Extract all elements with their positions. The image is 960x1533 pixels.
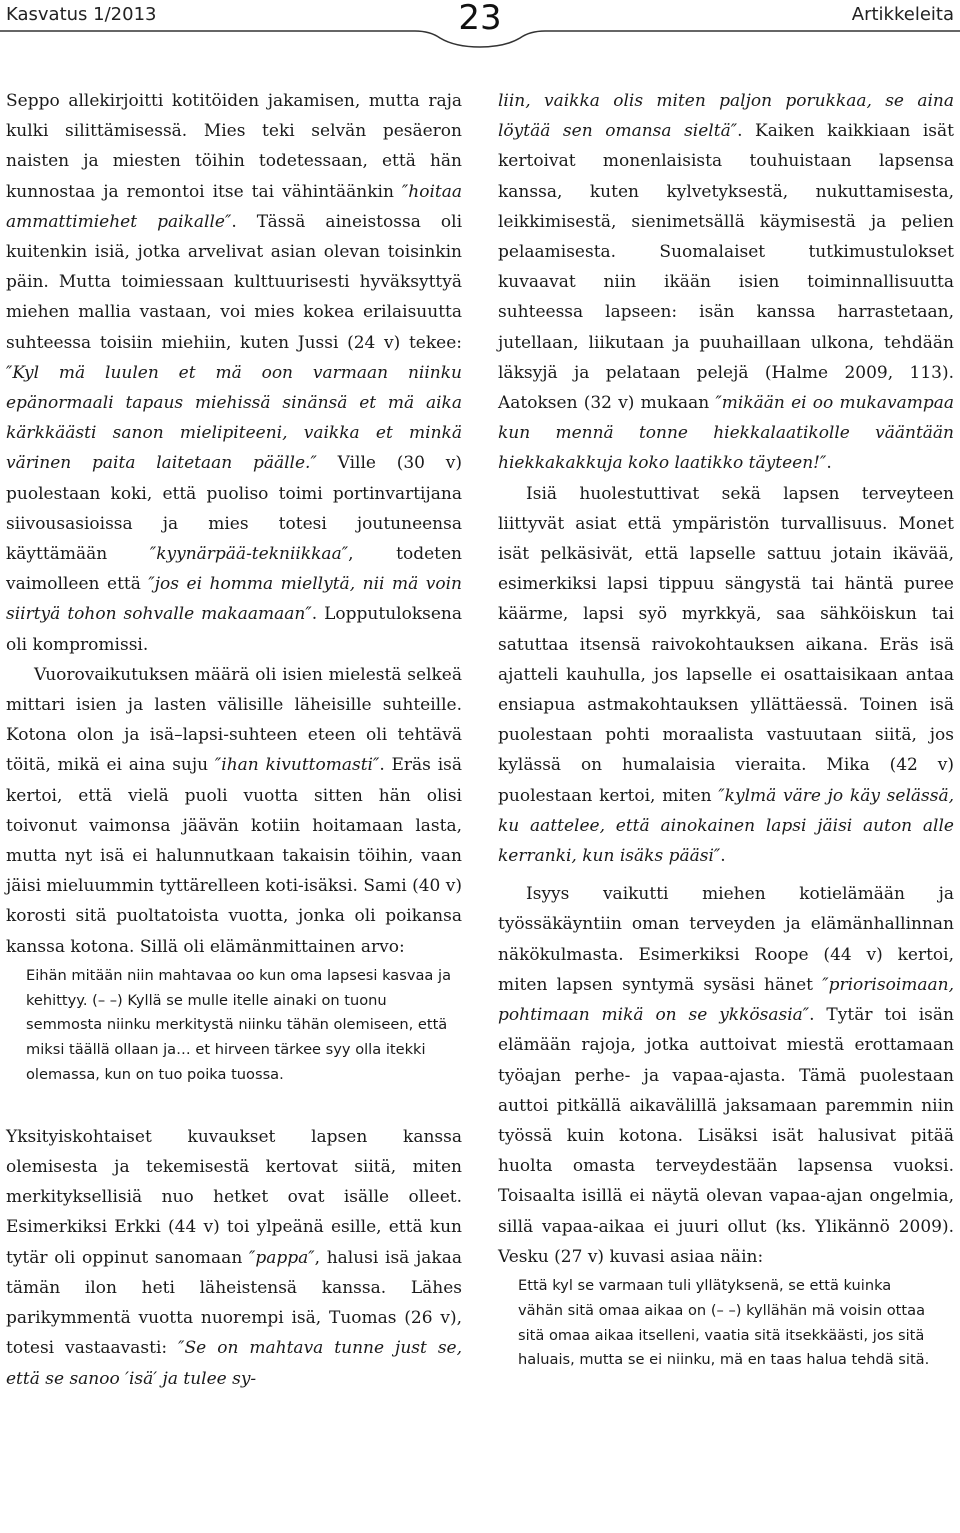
right-column bbox=[498, 86, 954, 1373]
text-run: Seppo allekirjoitti kotitöiden jakamisen, mutta raja kulki silittämisessä. Mies teki selvän pesäeron naisten ja miesten töihin todetessaan, että hän kunnostaa ja remontoi itse tai vähintäänkin bbox=[6, 91, 462, 202]
text-run: Vuorovaikutuksen määrä oli isien mielestä selkeä mittari isien ja lasten välisille läheisille suhteille. Kotona olon ja isä–lapsi-suhteen eteen oli tehtävä töitä, mikä ei aina suju bbox=[6, 664, 462, 776]
italic-quote-text: liin, vaikka olis miten paljon porukkaa, se aina löytää sen omansa sieltä″ bbox=[498, 91, 954, 142]
paragraph bbox=[498, 479, 954, 872]
italic-quote-text: ″Kyl mä luulen et mä oon varmaan niinku epänormaali tapaus miehissä sinänsä et mä aika kärkkäästi sanon mielipiteeni, vaikka et minkä värinen paita laitetaan päälle.″ bbox=[6, 362, 462, 474]
paragraph bbox=[6, 86, 462, 660]
block-quote: Että kyl se varmaan tuli yllätyksenä, se että kuinka vähän sitä omaa aikaa on (– –) kyllähän mä voisin ottaa sitä omaa aikaa itselleni, vaatia sitä itsekkäästi, jos sitä haluais, mutta se ei niinku, mä en taas halua tehdä sitä. bbox=[518, 1276, 930, 1369]
block-quote: Eihän mitään niin mahtavaa oo kun oma lapsesi kasvaa ja kehittyy. (– –) Kyllä se mulle itelle ainaki on tuonu semmosta niinku merkitystä niinku tähän olemiseen, että miksi täällä ollaan ja… et hirveen tärkee syy olla itekki olemassa, kun on tuo poika tuossa. bbox=[26, 966, 452, 1084]
italic-quote-text: ″mikään ei oo mukavampaa kun mennä tonne hiekkalaatikolle vääntään hiekkakakkuja koko laatikko täyteen!″ bbox=[498, 393, 955, 474]
text-run: . Tässä aineistossa oli kuitenkin isiä, jotka arvelivat asian olevan toisinkin päin. Mutta toimiessaan kulttuurisesti hyväksyttyä miehen mallia vastaan, voi mies kokea erilaisuutta suhteessa toisiin miehiin, kuten Jussi (24 v) tekee: bbox=[6, 211, 463, 353]
paragraph bbox=[6, 1122, 462, 1394]
journal-issue: Kasvatus 1/2013 bbox=[6, 4, 157, 25]
text-run: . Kaiken kaikkiaan isät kertoivat monenlaisista touhuistaan lapsensa kanssa, kuten kylvetyksestä, nukuttamisesta, leikkimisestä, sienimetsällä käymisestä ja pelien pelaamisesta. Suomalaiset tutkimustulokset kuvaavat niin ikään isien toiminnallisuutta suhteessa lapseen: isän kanssa harrastetaan, jutellaan, liikutaan ja puuhaillaan ulkona, tehdään läksyjä ja pelataan pelejä (Halme 2009, 113). Aatoksen (32 v) mukaan bbox=[498, 121, 954, 414]
page-number: 23 bbox=[458, 0, 502, 38]
paragraph bbox=[498, 879, 954, 1272]
text-run: . bbox=[720, 846, 726, 867]
paragraph bbox=[498, 86, 954, 479]
page-header bbox=[0, 0, 960, 50]
section-name: Artikkeleita bbox=[851, 4, 954, 25]
italic-quote-text: ″pappa″ bbox=[248, 1247, 315, 1268]
italic-quote-text: ″ihan kivuttomasti″ bbox=[214, 755, 380, 776]
text-run: , halusi isä jakaa tämän ilon heti läheistensä kanssa. Lähes parikymmentä vuotta nuorempi isä, Tuomas (26 v), totesi vastaavasti: bbox=[6, 1247, 462, 1359]
paragraph bbox=[6, 660, 462, 962]
italic-quote-text: ″kylmä väre jo käy selässä, ku aattelee, että ainokainen lapsi jäisi auton alle kerranki, kun isäks pääsi″ bbox=[498, 785, 955, 867]
text-run: Ville (30 v) puolestaan koki, että puoliso toimi portinvartijana siivousasioissa ja mies totesi joutuneensa käyttämään bbox=[6, 453, 462, 565]
italic-quote-text: ″hoitaa ammattimiehet paikalle″ bbox=[6, 181, 462, 232]
italic-quote-text: ″kyynärpää-tekniikkaa″ bbox=[149, 544, 349, 565]
left-column bbox=[6, 86, 462, 1394]
text-run: Isiä huolestuttivat sekä lapsen terveyteen liittyvät asiat että ympäristön turvallisuus. Monet isät pelkäsivät, että lapselle sattuu jotain ikävää, esimerkiksi lapsi tippuu sängystä tai häntä puree käärme, lapsi syö myrkkyä, saa sähköiskun tai satuttaa itsensä raivokohtauksen aikana. Eräs isä ajatteli kauhulla, jos lapselle ei osattaisikaan antaa ensiapua astmakohtauksen yllättäessä. Toinen isä puolestaan pohti moraalista vastuutaan siitä, jos kylässä on humalaisia vieraita. Mika (42 v) puolestaan kertoi, miten bbox=[498, 483, 954, 806]
italic-quote-text: ″priorisoimaan, pohtimaan mikä on se ykkösasia″ bbox=[498, 974, 954, 1026]
text-run: , todeten vaimolleen että bbox=[6, 544, 462, 595]
text-run: . Lopputuloksena oli kompromissi. bbox=[6, 604, 462, 655]
text-run: . bbox=[826, 453, 832, 474]
italic-quote-text: ″jos ei homma miellytä, nii mä voin siirtyä tohon sohvalle makaamaan″ bbox=[6, 574, 462, 625]
text-run: Isyys vaikutti miehen kotielämään ja työssäkäyntiin oman terveyden ja elämänhallinnan näkökulmasta. Esimerkiksi Roope (44 v) kertoi, miten lapsen syntymä sysäsi hänet bbox=[498, 884, 954, 995]
text-run: . Tytär toi isän elämään rajoja, jotka auttoivat miestä erottamaan työajan perhe- ja vapaa-ajasta. Tämä puolestaan auttoi pitkällä aikavälillä jaksamaan paremmin niin työssä kuin kotona. Lisäksi isät halusivat pitää huolta omasta terveydestään lapsensa vuoksi. Toisaalta isillä ei näytä olevan vapaa-ajan ongelmia, sillä vapaa-aikaa ei juuri ollut (ks. Ylikännö 2009). Vesku (27 v) kuvasi asiaa näin: bbox=[498, 1005, 954, 1267]
italic-quote-text: ″Se on mahtava tunne just se, että se sanoo ′isä′ ja tulee sy- bbox=[6, 1338, 463, 1389]
text-run: . Eräs isä kertoi, että vielä puoli vuotta sitten hän olisi toivonut vaimonsa jäävän kotiin hoitamaan lasta, mutta nyt isä ei halunnutkaan takaisin töihin, vaan jäisi mieluummin tyttärelleen koti-isäksi. Sami (40 v) korosti sitä puoltatoista vuotta, jonka oli poikansa kanssa kotona. Sillä oli elämänmittainen arvo: bbox=[6, 755, 463, 957]
text-run: Yksityiskohtaiset kuvaukset lapsen kanssa olemisesta ja tekemisestä kertovat siitä, miten merkityksellisiä nuo hetket ovat isälle olleet. Esimerkiksi Erkki (44 v) toi ylpeänä esille, että kun tytär oli oppinut sanomaan bbox=[6, 1126, 462, 1268]
